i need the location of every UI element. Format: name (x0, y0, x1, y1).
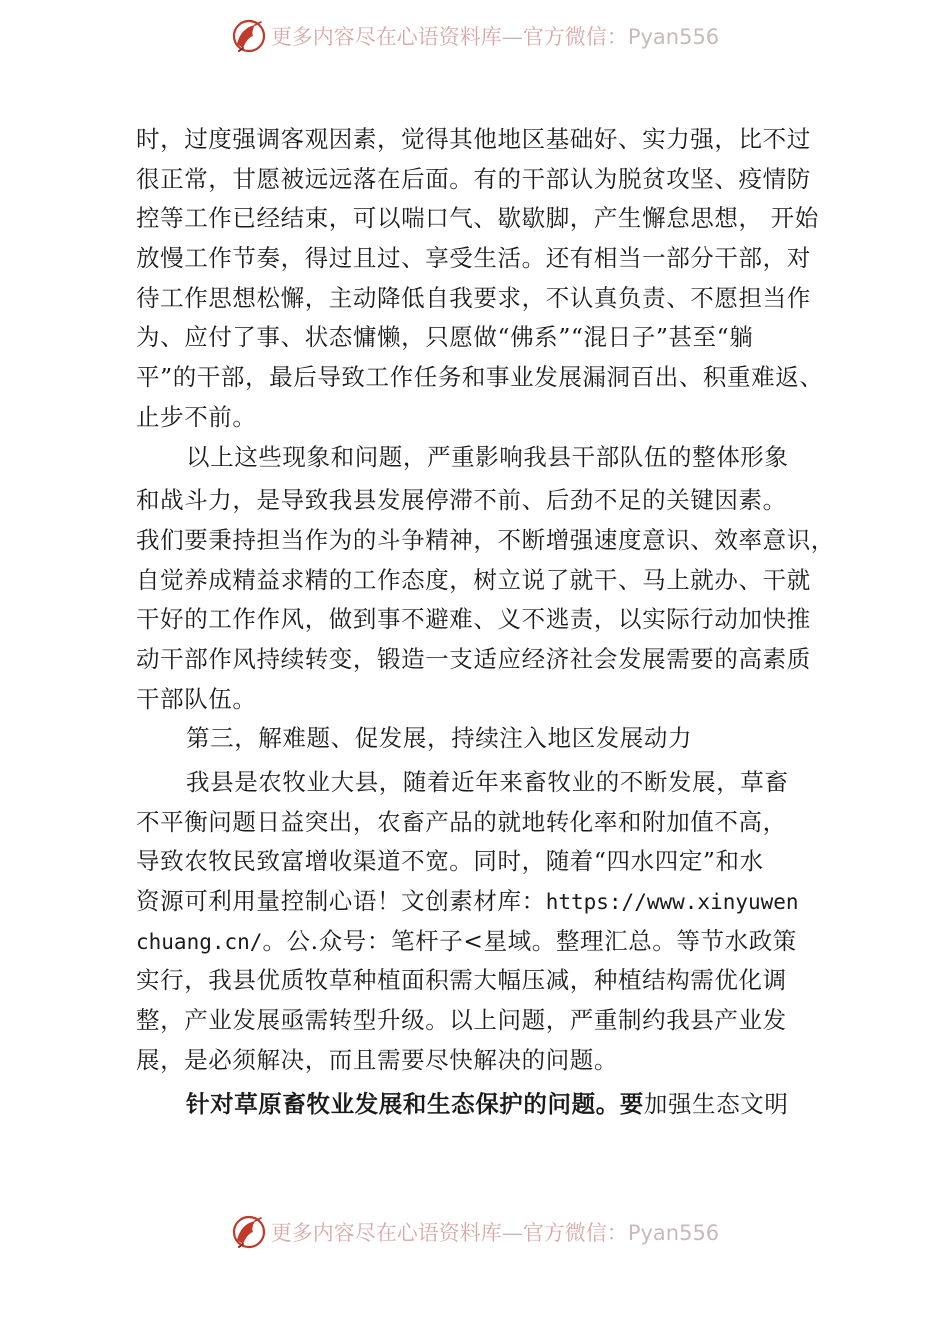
footer-banner-separator: — (501, 1221, 523, 1245)
text-line: 为、应付了事、状态慵懒，只愿做“佛系”“混日子”甚至“躺 (136, 323, 754, 352)
text-line: 平”的干部，最后导致工作任务和事业发展漏洞百出、积重难返、 (136, 363, 824, 392)
inline-text: 。公.众号：笔杆子<星域。整理汇总。等节水政策 (262, 926, 797, 955)
inline-text: 加强生态文明 (643, 1089, 789, 1118)
paragraph-1 (136, 120, 836, 438)
paragraph-4 (136, 1085, 836, 1125)
header-wechat-id: Pyan556 (627, 25, 720, 49)
pen-logo-icon (231, 1214, 267, 1250)
footer-wechat-label: 官方微信： (522, 1221, 628, 1245)
text-line: 我们要秉持担当作为的斗争精神，不断增强速度意识、效率意识， (136, 525, 835, 554)
text-line: 自觉养成精益求精的工作态度，树立说了就干、马上就办、干就 (136, 565, 811, 594)
bold-lead-text: 针对草原畜牧业发展和生态保护的问题。要 (186, 1089, 644, 1118)
paragraph-2 (136, 438, 836, 720)
text-line: 干好的工作作风，做到事不避难、义不逃责，以实际行动加快推 (136, 605, 811, 634)
text-line: 放慢工作节奏，得过且过、享受生活。还有相当一部分干部，对 (136, 244, 811, 273)
text-line: 展，是必须解决，而且需要尽快解决的问题。 (136, 1045, 618, 1074)
document-body (136, 120, 836, 1124)
header-banner (0, 14, 950, 58)
header-banner-separator: — (501, 25, 523, 49)
inline-url: https://www.xinyuwen (545, 890, 799, 915)
text-line-with-url (136, 922, 836, 962)
text-line: 实行，我县优质牧草种植面积需大幅压减，种植结构需优化调 (136, 966, 787, 995)
inline-text: 资源可利用量控制心语！文创素材库： (136, 887, 546, 916)
text-line: 很正常，甘愿被远远落在后面。有的干部认为脱贫攻坚、疫情防 (136, 164, 811, 193)
footer-banner-text (271, 1217, 719, 1247)
text-line: 和战斗力，是导致我县发展停滞不前、后劲不足的关键因素。 (136, 486, 787, 515)
footer-banner (0, 1210, 950, 1254)
inline-url: chuang.cn/ (136, 929, 263, 954)
text-line: 干部队伍。 (136, 684, 257, 713)
text-line: 待工作思想松懈，主动降低自我要求，不认真负责、不愿担当作 (136, 283, 811, 312)
pen-logo-icon (231, 18, 267, 54)
section-heading-3: 第三，解难题、促发展，持续注入地区发展动力 (186, 724, 693, 753)
paragraph-3 (136, 763, 836, 1081)
header-banner-text (271, 21, 719, 51)
text-line: 时，过度强调客观因素，觉得其他地区基础好、实力强，比不过 (136, 125, 811, 153)
footer-wechat-id: Pyan556 (627, 1221, 720, 1245)
text-line-with-url (136, 882, 836, 922)
header-banner-title: 更多内容尽在心语资料库 (270, 25, 502, 49)
footer-banner-title: 更多内容尽在心语资料库 (270, 1221, 502, 1245)
text-line: 止步不前。 (136, 402, 257, 431)
text-line: 以上这些现象和问题，严重影响我县干部队伍的整体形象 (186, 442, 789, 471)
text-line: 我县是农牧业大县，随着近年来畜牧业的不断发展，草畜 (186, 768, 789, 796)
text-line: 整，产业发展亟需转型升级。以上问题，严重制约我县产业发 (136, 1006, 787, 1035)
text-line: 动干部作风持续转变，锻造一支适应经济社会发展需要的高素质 (136, 644, 811, 673)
text-line: 不平衡问题日益突出，农畜产品的就地转化率和附加值不高， (136, 807, 787, 836)
header-wechat-label: 官方微信： (522, 25, 628, 49)
text-line: 导致农牧民致富增收渠道不宽。同时，随着“四水四定”和水 (136, 847, 764, 876)
text-line: 控等工作已经结束，可以喘口气、歇歇脚，产生懈怠思想， 开始 (136, 204, 819, 233)
